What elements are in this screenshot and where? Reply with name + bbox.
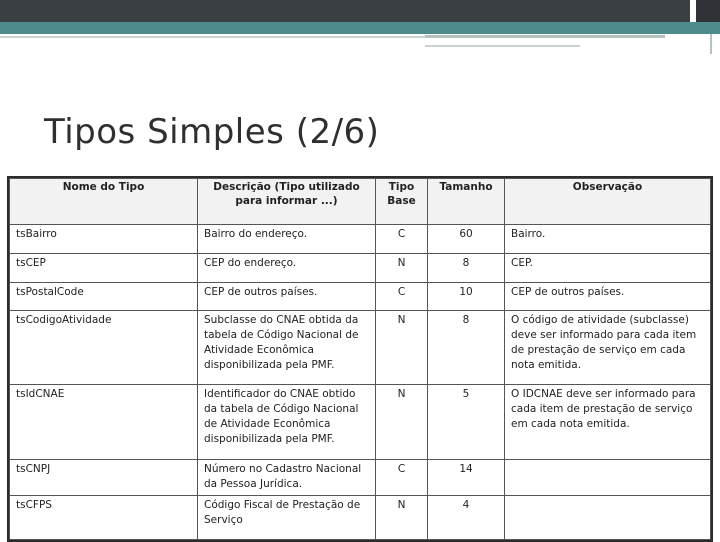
cell-descricao: Subclasse do CNAE obtida da tabela de Código Nacional de Atividade Econômica disponibilizada pela PMF. (198, 311, 376, 385)
cell-tipo-base: N (376, 311, 428, 385)
cell-observacao: O código de atividade (subclasse) deve ser informado para cada item de prestação de serviço em cada nota emitida. (505, 311, 711, 385)
header-tipo-base: Tipo Base (376, 179, 428, 225)
cell-nome: tsCodigoAtividade (10, 311, 198, 385)
table-row (10, 311, 711, 385)
decorative-line (0, 36, 425, 38)
cell-tamanho: 5 (428, 385, 505, 460)
cell-descricao: CEP do endereço. (198, 254, 376, 283)
cell-observacao: Bairro. (505, 225, 711, 254)
header-nome: Nome do Tipo (10, 179, 198, 225)
table-row (10, 254, 711, 283)
top-decorative-bar-right (696, 0, 720, 22)
table-row (10, 225, 711, 254)
cell-tamanho: 8 (428, 254, 505, 283)
cell-tamanho: 10 (428, 283, 505, 311)
cell-nome: tsCEP (10, 254, 198, 283)
table-header-row (10, 179, 711, 225)
cell-descricao: CEP de outros países. (198, 283, 376, 311)
types-table (9, 178, 711, 540)
cell-nome: tsBairro (10, 225, 198, 254)
cell-observacao: CEP. (505, 254, 711, 283)
cell-observacao: CEP de outros países. (505, 283, 711, 311)
cell-tipo-base: C (376, 460, 428, 496)
cell-observacao (505, 496, 711, 540)
decorative-line (425, 45, 580, 47)
cell-descricao: Identificador do CNAE obtido da tabela de Código Nacional de Atividade Econômica disponibilizada pela PMF. (198, 385, 376, 460)
table-row (10, 460, 711, 496)
cell-nome: tsPostalCode (10, 283, 198, 311)
cell-observacao (505, 460, 711, 496)
cell-nome: tsIdCNAE (10, 385, 198, 460)
types-table-container (7, 176, 713, 542)
cell-tamanho: 8 (428, 311, 505, 385)
top-decorative-bar (0, 0, 690, 22)
cell-descricao: Número no Cadastro Nacional da Pessoa Jurídica. (198, 460, 376, 496)
cell-tamanho: 14 (428, 460, 505, 496)
table-row (10, 385, 711, 460)
accent-bar (0, 22, 720, 34)
cell-tipo-base: C (376, 225, 428, 254)
table-row (10, 283, 711, 311)
cell-tipo-base: C (376, 283, 428, 311)
cell-descricao: Código Fiscal de Prestação de Serviço (198, 496, 376, 540)
cell-nome: tsCNPJ (10, 460, 198, 496)
cell-descricao: Bairro do endereço. (198, 225, 376, 254)
decorative-line (425, 35, 665, 38)
cell-observacao: O IDCNAE deve ser informado para cada item de prestação de serviço em cada nota emitida. (505, 385, 711, 460)
table-row (10, 496, 711, 540)
header-descricao: Descrição (Tipo utilizado para informar ...) (198, 179, 376, 225)
cell-tipo-base: N (376, 385, 428, 460)
cell-tipo-base: N (376, 496, 428, 540)
cell-tipo-base: N (376, 254, 428, 283)
slide-title: Tipos Simples (2/6) (44, 112, 380, 152)
header-tamanho: Tamanho (428, 179, 505, 225)
cell-nome: tsCFPS (10, 496, 198, 540)
cell-tamanho: 60 (428, 225, 505, 254)
cell-tamanho: 4 (428, 496, 505, 540)
header-observacao: Observação (505, 179, 711, 225)
decorative-line (710, 34, 712, 54)
